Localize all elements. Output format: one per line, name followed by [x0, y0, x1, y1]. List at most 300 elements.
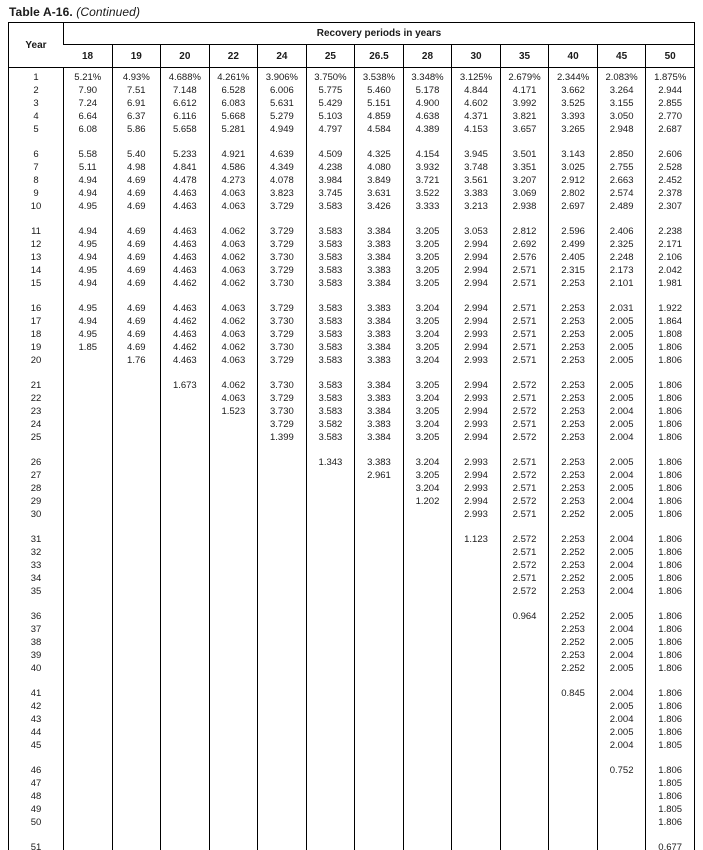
col-header-30: 30	[452, 45, 501, 68]
value-cell-y39-p19	[112, 649, 161, 662]
value-cell-y20-p26.5: 3.383	[355, 354, 404, 367]
value-cell-y4-p50: 2.770	[646, 110, 695, 123]
value-cell-y21-p26.5: 3.384	[355, 379, 404, 392]
col-header-19: 19	[112, 45, 161, 68]
value-cell-y39-p25	[306, 649, 355, 662]
spacer-cell	[64, 598, 113, 610]
spacer-cell	[452, 136, 501, 148]
table-row-year-4	[9, 110, 695, 123]
value-cell-y8-p20: 4.478	[161, 174, 210, 187]
spacer-cell	[403, 290, 452, 302]
value-cell-y8-p18: 4.94	[64, 174, 113, 187]
value-cell-y6-p40: 3.143	[549, 148, 598, 161]
table-continued-label: (Continued)	[76, 5, 141, 19]
value-cell-y51-p26.5	[355, 841, 404, 850]
year-cell-26: 26	[30, 457, 42, 468]
spacer-cell	[597, 290, 646, 302]
value-cell-y33-p30	[452, 559, 501, 572]
value-cell-y49-p24	[258, 803, 307, 816]
value-cell-y12-p45: 2.325	[597, 238, 646, 251]
year-cell-42: 42	[30, 701, 42, 712]
value-cell-y9-p50: 2.378	[646, 187, 695, 200]
table-row-year-38	[9, 636, 695, 649]
value-cell-y49-p20	[161, 803, 210, 816]
value-cell-y30-p50: 1.806	[646, 508, 695, 521]
value-cell-y34-p30	[452, 572, 501, 585]
value-cell-y35-p28	[403, 585, 452, 598]
value-cell-y14-p35: 2.571	[500, 264, 549, 277]
value-cell-y45-p28	[403, 739, 452, 752]
value-cell-y22-p19	[112, 392, 161, 405]
table-row-year-8	[9, 174, 695, 187]
value-cell-y3-p18: 7.24	[64, 97, 113, 110]
value-cell-y14-p25: 3.583	[306, 264, 355, 277]
value-cell-y18-p28: 3.204	[403, 328, 452, 341]
value-cell-y13-p28: 3.205	[403, 251, 452, 264]
value-cell-y41-p24	[258, 687, 307, 700]
value-cell-y1-p20: 4.688%	[161, 68, 210, 85]
year-cell-32: 32	[30, 547, 42, 558]
value-cell-y39-p35	[500, 649, 549, 662]
value-cell-y8-p25: 3.984	[306, 174, 355, 187]
spacer-cell	[355, 290, 404, 302]
value-cell-y3-p19: 6.91	[112, 97, 161, 110]
value-cell-y1-p25: 3.750%	[306, 68, 355, 85]
value-cell-y43-p18	[64, 713, 113, 726]
spacer-cell	[258, 213, 307, 225]
group-spacer-row	[9, 829, 695, 841]
value-cell-y51-p40	[549, 841, 598, 850]
value-cell-y20-p45: 2.005	[597, 354, 646, 367]
value-cell-y28-p20	[161, 482, 210, 495]
value-cell-y40-p50: 1.806	[646, 662, 695, 675]
value-cell-y14-p28: 3.205	[403, 264, 452, 277]
value-cell-y19-p35: 2.571	[500, 341, 549, 354]
value-cell-y12-p30: 2.994	[452, 238, 501, 251]
value-cell-y7-p22: 4.586	[209, 161, 258, 174]
group-spacer-row	[9, 444, 695, 456]
value-cell-y14-p40: 2.315	[549, 264, 598, 277]
value-cell-y13-p22: 4.062	[209, 251, 258, 264]
value-cell-y29-p30: 2.994	[452, 495, 501, 508]
value-cell-y29-p28: 1.202	[403, 495, 452, 508]
value-cell-y1-p40: 2.344%	[549, 68, 598, 85]
spacer-cell	[112, 598, 161, 610]
value-cell-y20-p18	[64, 354, 113, 367]
value-cell-y22-p30: 2.993	[452, 392, 501, 405]
value-cell-y12-p40: 2.499	[549, 238, 598, 251]
value-cell-y49-p50: 1.805	[646, 803, 695, 816]
value-cell-y41-p25	[306, 687, 355, 700]
value-cell-y27-p40: 2.253	[549, 469, 598, 482]
value-cell-y12-p26.5: 3.383	[355, 238, 404, 251]
value-cell-y29-p20	[161, 495, 210, 508]
value-cell-y33-p26.5	[355, 559, 404, 572]
value-cell-y39-p18	[64, 649, 113, 662]
value-cell-y8-p28: 3.721	[403, 174, 452, 187]
value-cell-y16-p45: 2.031	[597, 302, 646, 315]
value-cell-y37-p24	[258, 623, 307, 636]
value-cell-y21-p30: 2.994	[452, 379, 501, 392]
spacer-cell	[9, 290, 64, 302]
value-cell-y11-p40: 2.596	[549, 225, 598, 238]
table-row-year-47	[9, 777, 695, 790]
value-cell-y19-p24: 3.730	[258, 341, 307, 354]
value-cell-y12-p35: 2.692	[500, 238, 549, 251]
value-cell-y34-p22	[209, 572, 258, 585]
value-cell-y7-p19: 4.98	[112, 161, 161, 174]
value-cell-y45-p24	[258, 739, 307, 752]
value-cell-y24-p35: 2.571	[500, 418, 549, 431]
value-cell-y41-p22	[209, 687, 258, 700]
spacer-cell	[549, 444, 598, 456]
value-cell-y49-p45	[597, 803, 646, 816]
value-cell-y42-p35	[500, 700, 549, 713]
spacer-cell	[306, 136, 355, 148]
spacer-cell	[646, 444, 695, 456]
spacer-cell	[258, 444, 307, 456]
value-cell-y18-p45: 2.005	[597, 328, 646, 341]
value-cell-y26-p25: 1.343	[306, 456, 355, 469]
value-cell-y26-p50: 1.806	[646, 456, 695, 469]
value-cell-y25-p30: 2.994	[452, 431, 501, 444]
value-cell-y8-p40: 2.912	[549, 174, 598, 187]
value-cell-y41-p40: 0.845	[549, 687, 598, 700]
spacer-cell	[112, 136, 161, 148]
value-cell-y49-p18	[64, 803, 113, 816]
value-cell-y11-p22: 4.062	[209, 225, 258, 238]
table-row-year-26	[9, 456, 695, 469]
value-cell-y33-p50: 1.806	[646, 559, 695, 572]
spacer-cell	[646, 367, 695, 379]
value-cell-y7-p25: 4.238	[306, 161, 355, 174]
value-cell-y1-p30: 3.125%	[452, 68, 501, 85]
value-cell-y7-p40: 3.025	[549, 161, 598, 174]
value-cell-y9-p40: 2.802	[549, 187, 598, 200]
spacer-cell	[112, 829, 161, 841]
value-cell-y28-p40: 2.253	[549, 482, 598, 495]
value-cell-y7-p20: 4.841	[161, 161, 210, 174]
value-cell-y9-p28: 3.522	[403, 187, 452, 200]
value-cell-y37-p30	[452, 623, 501, 636]
spacer-cell	[112, 521, 161, 533]
value-cell-y9-p30: 3.383	[452, 187, 501, 200]
table-row-year-3	[9, 97, 695, 110]
value-cell-y51-p19	[112, 841, 161, 850]
spacer-cell	[209, 136, 258, 148]
value-cell-y18-p19: 4.69	[112, 328, 161, 341]
value-cell-y19-p28: 3.205	[403, 341, 452, 354]
value-cell-y39-p22	[209, 649, 258, 662]
table-row-year-35	[9, 585, 695, 598]
value-cell-y34-p18	[64, 572, 113, 585]
spacer-cell	[306, 829, 355, 841]
value-cell-y7-p18: 5.11	[64, 161, 113, 174]
value-cell-y32-p24	[258, 546, 307, 559]
value-cell-y32-p30	[452, 546, 501, 559]
value-cell-y10-p28: 3.333	[403, 200, 452, 213]
value-cell-y25-p24: 1.399	[258, 431, 307, 444]
value-cell-y38-p24	[258, 636, 307, 649]
value-cell-y2-p20: 7.148	[161, 84, 210, 97]
value-cell-y51-p45	[597, 841, 646, 850]
value-cell-y26-p28: 3.204	[403, 456, 452, 469]
group-spacer-row	[9, 136, 695, 148]
table-body	[9, 68, 695, 850]
year-cell-35: 35	[30, 586, 42, 597]
value-cell-y5-p45: 2.948	[597, 123, 646, 136]
value-cell-y50-p35	[500, 816, 549, 829]
spacer-cell	[452, 521, 501, 533]
spacer-cell	[258, 598, 307, 610]
value-cell-y18-p18: 4.95	[64, 328, 113, 341]
value-cell-y27-p20	[161, 469, 210, 482]
spacer-cell	[9, 752, 64, 764]
value-cell-y12-p18: 4.95	[64, 238, 113, 251]
table-row-year-6	[9, 148, 695, 161]
value-cell-y11-p35: 2.812	[500, 225, 549, 238]
spacer-cell	[9, 213, 64, 225]
table-row-year-51	[9, 841, 695, 850]
value-cell-y17-p20: 4.462	[161, 315, 210, 328]
table-row-year-1	[9, 68, 695, 85]
value-cell-y23-p28: 3.205	[403, 405, 452, 418]
value-cell-y48-p22	[209, 790, 258, 803]
value-cell-y1-p22: 4.261%	[209, 68, 258, 85]
value-cell-y17-p19: 4.69	[112, 315, 161, 328]
value-cell-y44-p22	[209, 726, 258, 739]
value-cell-y42-p20	[161, 700, 210, 713]
value-cell-y46-p20	[161, 764, 210, 777]
value-cell-y10-p26.5: 3.426	[355, 200, 404, 213]
year-cell-29: 29	[30, 496, 42, 507]
col-header-25: 25	[306, 45, 355, 68]
table-row-year-7	[9, 161, 695, 174]
value-cell-y25-p26.5: 3.384	[355, 431, 404, 444]
value-cell-y35-p45: 2.004	[597, 585, 646, 598]
group-spacer-row	[9, 213, 695, 225]
value-cell-y36-p20	[161, 610, 210, 623]
value-cell-y44-p25	[306, 726, 355, 739]
year-cell-2: 2	[33, 85, 39, 96]
value-cell-y17-p50: 1.864	[646, 315, 695, 328]
value-cell-y2-p18: 7.90	[64, 84, 113, 97]
value-cell-y13-p40: 2.405	[549, 251, 598, 264]
value-cell-y23-p19	[112, 405, 161, 418]
value-cell-y31-p30: 1.123	[452, 533, 501, 546]
spacer-cell	[500, 598, 549, 610]
spacer-cell	[161, 136, 210, 148]
value-cell-y47-p50: 1.805	[646, 777, 695, 790]
value-cell-y3-p28: 4.900	[403, 97, 452, 110]
spacer-cell	[161, 752, 210, 764]
value-cell-y29-p18	[64, 495, 113, 508]
value-cell-y38-p35	[500, 636, 549, 649]
value-cell-y6-p20: 5.233	[161, 148, 210, 161]
value-cell-y24-p40: 2.253	[549, 418, 598, 431]
col-header-18: 18	[81, 50, 94, 62]
value-cell-y15-p40: 2.253	[549, 277, 598, 290]
value-cell-y36-p18	[64, 610, 113, 623]
value-cell-y37-p50: 1.806	[646, 623, 695, 636]
table-row-year-11	[9, 225, 695, 238]
value-cell-y36-p35: 0.964	[500, 610, 549, 623]
table-row-year-20	[9, 354, 695, 367]
value-cell-y46-p24	[258, 764, 307, 777]
year-cell-27: 27	[30, 470, 42, 481]
value-cell-y51-p18	[64, 841, 113, 850]
year-cell-50: 50	[30, 817, 42, 828]
value-cell-y22-p20	[161, 392, 210, 405]
table-row-year-49	[9, 803, 695, 816]
spacer-cell	[549, 213, 598, 225]
value-cell-y35-p35: 2.572	[500, 585, 549, 598]
value-cell-y19-p22: 4.062	[209, 341, 258, 354]
value-cell-y2-p40: 3.662	[549, 84, 598, 97]
value-cell-y44-p35	[500, 726, 549, 739]
value-cell-y35-p30	[452, 585, 501, 598]
table-row-year-31	[9, 533, 695, 546]
spacer-cell	[500, 752, 549, 764]
value-cell-y34-p24	[258, 572, 307, 585]
value-cell-y48-p20	[161, 790, 210, 803]
value-cell-y43-p35	[500, 713, 549, 726]
value-cell-y47-p26.5	[355, 777, 404, 790]
value-cell-y46-p30	[452, 764, 501, 777]
value-cell-y33-p19	[112, 559, 161, 572]
year-cell-15: 15	[30, 278, 42, 289]
value-cell-y12-p20: 4.463	[161, 238, 210, 251]
spacer-cell	[209, 829, 258, 841]
value-cell-y36-p50: 1.806	[646, 610, 695, 623]
value-cell-y38-p18	[64, 636, 113, 649]
spacer-cell	[452, 598, 501, 610]
group-spacer-row	[9, 521, 695, 533]
spacer-cell	[9, 444, 64, 456]
value-cell-y6-p30: 3.945	[452, 148, 501, 161]
value-cell-y47-p35	[500, 777, 549, 790]
value-cell-y22-p40: 2.253	[549, 392, 598, 405]
table-header	[9, 23, 695, 68]
value-cell-y33-p25	[306, 559, 355, 572]
value-cell-y12-p24: 3.729	[258, 238, 307, 251]
value-cell-y46-p18	[64, 764, 113, 777]
value-cell-y16-p24: 3.729	[258, 302, 307, 315]
spacer-cell	[306, 521, 355, 533]
table-row-year-5	[9, 123, 695, 136]
value-cell-y26-p20	[161, 456, 210, 469]
value-cell-y36-p26.5	[355, 610, 404, 623]
value-cell-y16-p30: 2.994	[452, 302, 501, 315]
value-cell-y3-p40: 3.525	[549, 97, 598, 110]
value-cell-y21-p28: 3.205	[403, 379, 452, 392]
spacer-cell	[209, 290, 258, 302]
value-cell-y4-p24: 5.279	[258, 110, 307, 123]
value-cell-y38-p25	[306, 636, 355, 649]
value-cell-y15-p45: 2.101	[597, 277, 646, 290]
value-cell-y23-p18	[64, 405, 113, 418]
value-cell-y35-p22	[209, 585, 258, 598]
value-cell-y22-p45: 2.005	[597, 392, 646, 405]
value-cell-y46-p35	[500, 764, 549, 777]
spacer-cell	[64, 444, 113, 456]
value-cell-y33-p28	[403, 559, 452, 572]
col-header-24: 24	[258, 45, 307, 68]
value-cell-y44-p24	[258, 726, 307, 739]
value-cell-y4-p18: 6.64	[64, 110, 113, 123]
value-cell-y22-p28: 3.204	[403, 392, 452, 405]
spacer-cell	[403, 213, 452, 225]
value-cell-y40-p18	[64, 662, 113, 675]
value-cell-y40-p35	[500, 662, 549, 675]
value-cell-y45-p45: 2.004	[597, 739, 646, 752]
value-cell-y13-p18: 4.94	[64, 251, 113, 264]
value-cell-y42-p50: 1.806	[646, 700, 695, 713]
spacer-cell	[646, 675, 695, 687]
spacer-cell	[112, 444, 161, 456]
value-cell-y44-p19	[112, 726, 161, 739]
spacer-cell	[597, 829, 646, 841]
value-cell-y36-p24	[258, 610, 307, 623]
value-cell-y22-p35: 2.571	[500, 392, 549, 405]
value-cell-y35-p26.5	[355, 585, 404, 598]
spacer-cell	[9, 675, 64, 687]
value-cell-y14-p26.5: 3.383	[355, 264, 404, 277]
value-cell-y15-p35: 2.571	[500, 277, 549, 290]
spacer-cell	[549, 290, 598, 302]
value-cell-y49-p40	[549, 803, 598, 816]
value-cell-y10-p45: 2.489	[597, 200, 646, 213]
spacer-cell	[403, 136, 452, 148]
spacer-cell	[306, 367, 355, 379]
value-cell-y42-p40	[549, 700, 598, 713]
group-header-row	[9, 23, 695, 45]
value-cell-y37-p26.5	[355, 623, 404, 636]
value-cell-y18-p24: 3.729	[258, 328, 307, 341]
year-cell-6: 6	[33, 149, 39, 160]
spacer-cell	[355, 444, 404, 456]
value-cell-y29-p26.5	[355, 495, 404, 508]
value-cell-y12-p22: 4.063	[209, 238, 258, 251]
value-cell-y30-p18	[64, 508, 113, 521]
value-cell-y30-p35: 2.571	[500, 508, 549, 521]
spacer-cell	[646, 521, 695, 533]
value-cell-y47-p18	[64, 777, 113, 790]
value-cell-y32-p45: 2.005	[597, 546, 646, 559]
spacer-cell	[403, 444, 452, 456]
value-cell-y11-p45: 2.406	[597, 225, 646, 238]
value-cell-y27-p35: 2.572	[500, 469, 549, 482]
value-cell-y24-p50: 1.806	[646, 418, 695, 431]
value-cell-y23-p25: 3.583	[306, 405, 355, 418]
spacer-cell	[597, 367, 646, 379]
year-cell-51: 51	[30, 842, 42, 850]
value-cell-y46-p28	[403, 764, 452, 777]
spacer-cell	[258, 675, 307, 687]
year-cell-28: 28	[30, 483, 42, 494]
value-cell-y51-p22	[209, 841, 258, 850]
table-row-year-32	[9, 546, 695, 559]
value-cell-y22-p26.5: 3.383	[355, 392, 404, 405]
spacer-cell	[64, 675, 113, 687]
value-cell-y20-p25: 3.583	[306, 354, 355, 367]
value-cell-y32-p25	[306, 546, 355, 559]
spacer-cell	[452, 675, 501, 687]
value-cell-y47-p20	[161, 777, 210, 790]
value-cell-y48-p30	[452, 790, 501, 803]
value-cell-y4-p19: 6.37	[112, 110, 161, 123]
value-cell-y32-p20	[161, 546, 210, 559]
